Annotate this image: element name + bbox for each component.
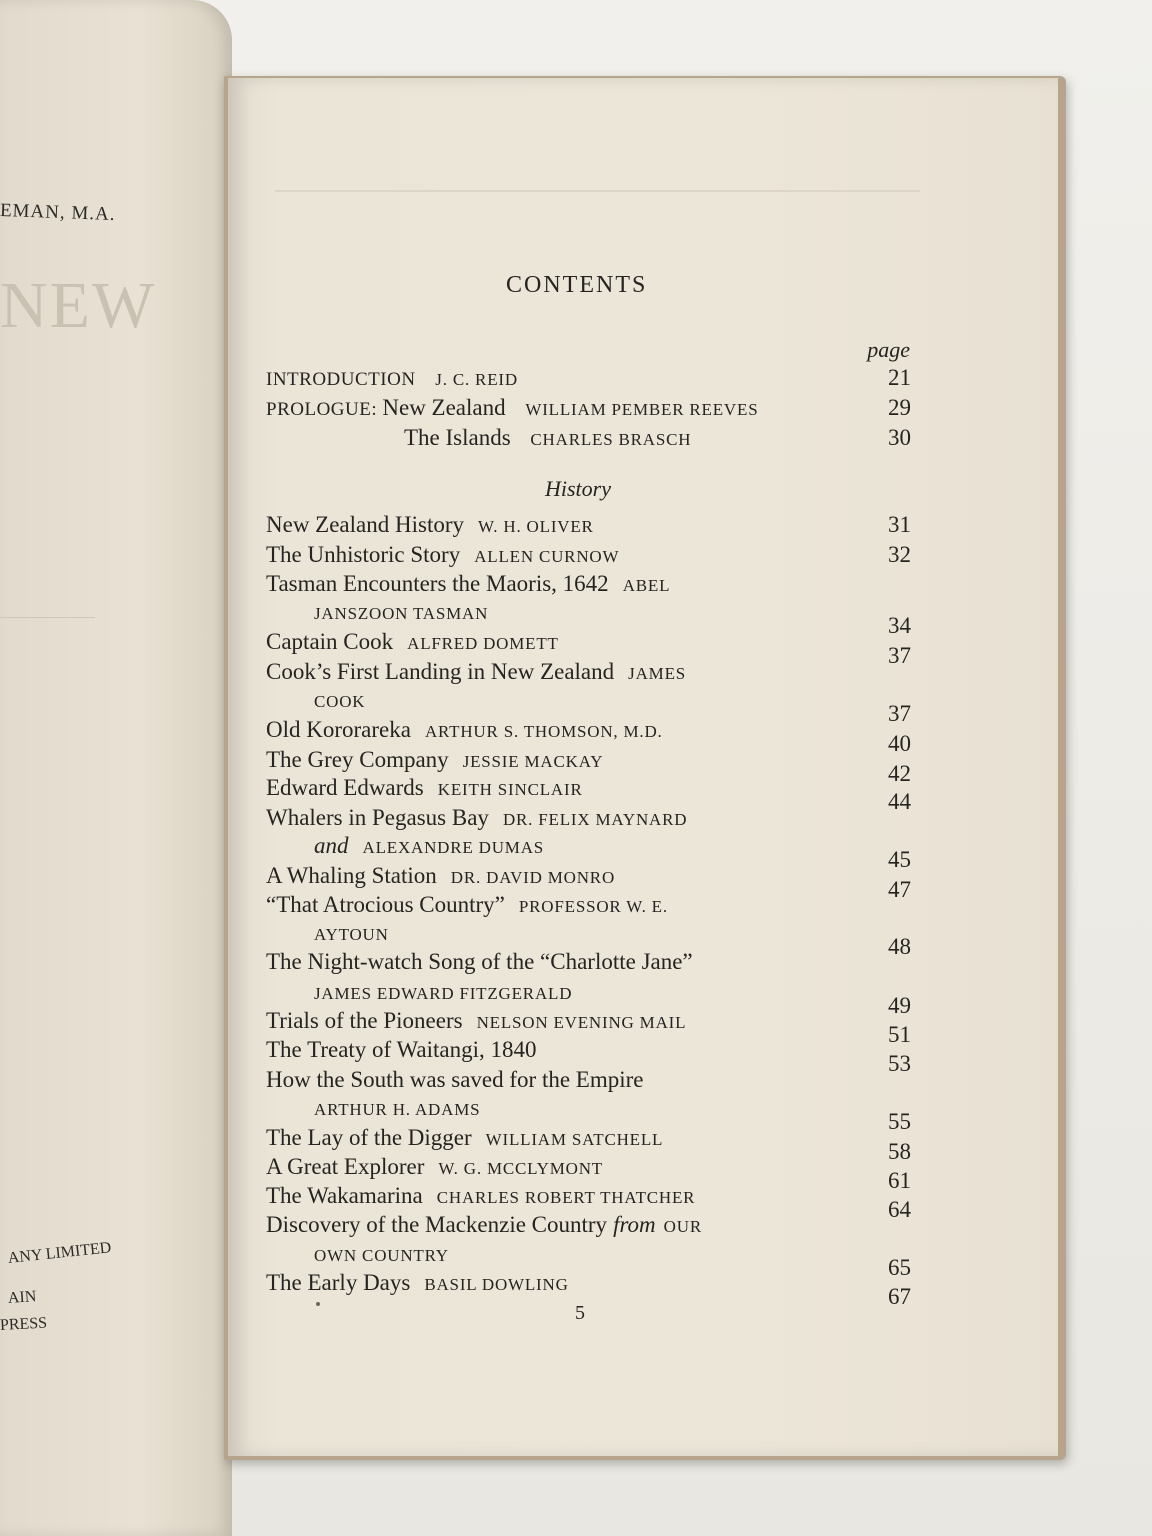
toc-entry bbox=[266, 948, 911, 976]
entry-page: 61 bbox=[888, 1168, 911, 1193]
entry-page: 42 bbox=[888, 761, 911, 786]
entry-page: 55 bbox=[888, 1109, 911, 1134]
entry-page: 34 bbox=[888, 613, 911, 638]
entry-title: Trials of the Pioneers bbox=[266, 1008, 463, 1033]
entry-page: 40 bbox=[888, 731, 911, 756]
section-heading-history: History bbox=[545, 476, 611, 501]
toc-entry-continuation bbox=[266, 1240, 911, 1280]
entry-author: W. G. MCCLYMONT bbox=[438, 1159, 603, 1178]
left-page-title-fragment: NEW bbox=[0, 269, 157, 342]
entry-page: 30 bbox=[888, 425, 911, 450]
entry-page: 21 bbox=[888, 365, 911, 390]
toc-entry bbox=[266, 1007, 911, 1047]
toc-entry-prologue bbox=[266, 394, 911, 422]
toc-entry bbox=[266, 570, 911, 598]
entry-author: ABEL bbox=[622, 576, 671, 595]
entry-label: PROLOGUE: bbox=[266, 399, 383, 420]
toc-entry bbox=[266, 1153, 911, 1193]
entry-title: The Treaty of Waitangi, 1840 bbox=[266, 1037, 537, 1062]
entry-page: 65 bbox=[888, 1255, 911, 1280]
toc-entry bbox=[266, 1182, 911, 1222]
entry-title: “That Atrocious Country” bbox=[266, 892, 505, 917]
toc-entry-continuation bbox=[266, 598, 911, 638]
entry-page: 49 bbox=[888, 993, 911, 1018]
entry-from: from bbox=[613, 1212, 656, 1237]
entry-author: JAMES EDWARD FITZGERALD bbox=[314, 984, 573, 1003]
entry-author: KEITH SINCLAIR bbox=[437, 780, 583, 799]
entry-page: 37 bbox=[888, 643, 911, 668]
entry-author: CHARLES ROBERT THATCHER bbox=[436, 1188, 696, 1207]
page-column-heading: page bbox=[867, 337, 910, 362]
entry-page: 67 bbox=[888, 1284, 911, 1309]
entry-page: 31 bbox=[888, 512, 911, 537]
left-page-publisher-line-2: AIN bbox=[7, 1288, 37, 1307]
toc-entry bbox=[266, 511, 911, 539]
entry-page: 58 bbox=[888, 1139, 911, 1164]
entry-author: DR. FELIX MAYNARD bbox=[502, 810, 688, 829]
toc-entry bbox=[266, 1036, 911, 1076]
left-page-publisher-line-3: PRESS bbox=[0, 1314, 48, 1334]
entry-source: OUR bbox=[663, 1217, 702, 1236]
entry-page: 29 bbox=[888, 395, 911, 420]
entry-author: ALEXANDRE DUMAS bbox=[362, 838, 545, 857]
entry-title: New Zealand History bbox=[266, 512, 464, 537]
entry-page: 44 bbox=[888, 789, 911, 814]
ink-speck bbox=[316, 1302, 320, 1306]
entry-author: PROFESSOR W. E. bbox=[518, 897, 668, 916]
page-title: CONTENTS bbox=[506, 272, 648, 298]
toc-entry bbox=[266, 1066, 911, 1094]
entry-author: WILLIAM PEMBER REEVES bbox=[525, 400, 759, 419]
entry-author: JESSIE MACKAY bbox=[462, 752, 604, 771]
entry-page: 37 bbox=[888, 701, 911, 726]
entry-title: Old Kororareka bbox=[266, 717, 411, 742]
entry-page: 32 bbox=[888, 542, 911, 567]
toc-entry bbox=[266, 746, 911, 786]
entry-author: JAMES bbox=[628, 664, 687, 683]
left-page-publisher-line-1: ANY LIMITED bbox=[7, 1239, 113, 1267]
entry-title: Edward Edwards bbox=[266, 775, 424, 800]
entry-author: W. H. OLIVER bbox=[478, 517, 594, 536]
toc-entry bbox=[266, 774, 911, 814]
entry-title: The Wakamarina bbox=[266, 1183, 423, 1208]
entry-author: ARTHUR S. THOMSON, M.D. bbox=[424, 722, 663, 741]
entry-source: OWN COUNTRY bbox=[314, 1246, 449, 1265]
toc-entry bbox=[266, 1211, 911, 1239]
entry-conjunction: and bbox=[314, 833, 349, 858]
entry-page: 51 bbox=[888, 1022, 911, 1047]
entry-page: 45 bbox=[888, 847, 911, 872]
entry-author: NELSON EVENING MAIL bbox=[476, 1013, 687, 1032]
entry-title: The Grey Company bbox=[266, 747, 449, 772]
entry-author: ALLEN CURNOW bbox=[474, 547, 620, 566]
toc-entry-continuation bbox=[266, 978, 911, 1018]
entry-title: Tasman Encounters the Maoris, 1642 bbox=[266, 571, 609, 596]
entry-title: Whalers in Pegasus Bay bbox=[266, 805, 489, 830]
entry-label: INTRODUCTION bbox=[266, 369, 416, 390]
entry-author: ALFRED DOMETT bbox=[407, 634, 559, 653]
toc-entry-continuation bbox=[266, 832, 911, 872]
entry-author: JANSZOON TASMAN bbox=[314, 604, 489, 623]
toc-entry bbox=[266, 891, 911, 919]
entry-title: A Whaling Station bbox=[266, 863, 437, 888]
entry-title: New Zealand bbox=[382, 395, 506, 420]
entry-title: How the South was saved for the Empire bbox=[266, 1067, 644, 1092]
entry-author: WILLIAM SATCHELL bbox=[485, 1130, 664, 1149]
toc-entry bbox=[266, 541, 911, 569]
entry-title: The Islands bbox=[404, 425, 511, 450]
toc-entry-the-islands bbox=[266, 424, 911, 452]
entry-title: Captain Cook bbox=[266, 629, 394, 654]
entry-author: BASIL DOWLING bbox=[424, 1275, 569, 1294]
entry-title: Cook’s First Landing in New Zealand bbox=[266, 659, 615, 684]
toc-entry bbox=[266, 628, 911, 668]
entry-page: 64 bbox=[888, 1197, 911, 1222]
entry-page: 47 bbox=[888, 877, 911, 902]
toc-entry-continuation bbox=[266, 686, 911, 726]
entry-page: 48 bbox=[888, 934, 911, 959]
page-number: 5 bbox=[575, 1302, 585, 1324]
toc-entry-introduction bbox=[266, 364, 911, 392]
entry-author: ARTHUR H. ADAMS bbox=[314, 1100, 481, 1119]
toc-entry bbox=[266, 804, 911, 832]
toc-entry bbox=[266, 716, 911, 756]
entry-title: A Great Explorer bbox=[266, 1154, 425, 1179]
entry-title: Discovery of the Mackenzie Country bbox=[266, 1212, 608, 1237]
entry-author: J. C. REID bbox=[435, 370, 518, 389]
left-page-author-fragment: EMAN, M.A. bbox=[0, 200, 116, 226]
toc-entry-continuation bbox=[266, 919, 911, 959]
entry-title: The Lay of the Digger bbox=[266, 1125, 472, 1150]
entry-author: CHARLES BRASCH bbox=[530, 430, 692, 449]
entry-page: 53 bbox=[888, 1051, 911, 1076]
entry-author: COOK bbox=[314, 692, 366, 711]
toc-entry bbox=[266, 1269, 911, 1309]
toc-entry bbox=[266, 1124, 911, 1164]
entry-title: The Unhistoric Story bbox=[266, 542, 461, 567]
toc-entry bbox=[266, 862, 911, 902]
toc-entry bbox=[266, 658, 911, 686]
entry-author: DR. DAVID MONRO bbox=[450, 868, 616, 887]
entry-author: AYTOUN bbox=[314, 925, 389, 944]
entry-title: The Early Days bbox=[266, 1270, 411, 1295]
toc-entry-continuation bbox=[266, 1094, 911, 1134]
entry-title: The Night-watch Song of the “Charlotte Jane” bbox=[266, 949, 693, 974]
